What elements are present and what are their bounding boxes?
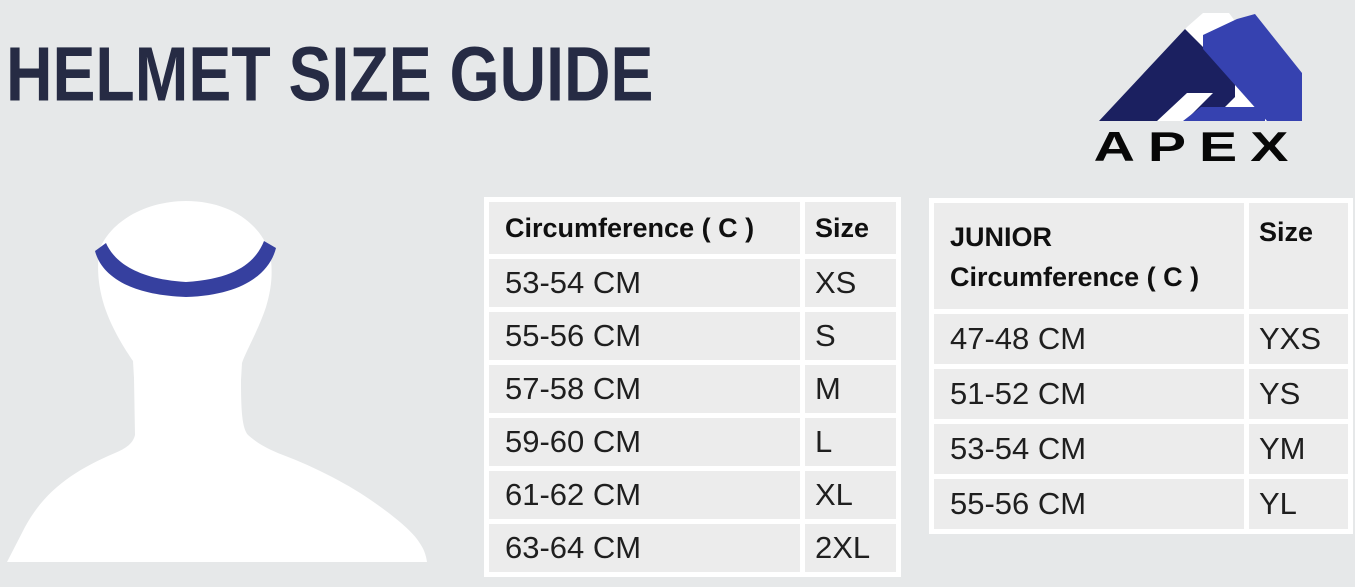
apex-triangle-icon — [1095, 13, 1305, 125]
size-cell: 2XL — [805, 524, 896, 572]
table-row — [934, 314, 1348, 364]
circumference-cell: 61-62 CM — [489, 471, 800, 519]
junior-header-line1: JUNIOR — [950, 222, 1053, 252]
size-cell: M — [805, 365, 896, 413]
table-row — [489, 471, 896, 519]
adult-size-header: Size — [805, 202, 896, 254]
table-row — [934, 424, 1348, 474]
apex-wordmark: APEX — [1093, 124, 1302, 171]
size-cell: XL — [805, 471, 896, 519]
circumference-cell: 51-52 CM — [934, 369, 1244, 419]
adult-circumference-header: Circumference ( C ) — [489, 202, 800, 254]
head-silhouette-illustration — [5, 185, 465, 587]
junior-circumference-header — [934, 203, 1244, 309]
page-title: HELMET SIZE GUIDE — [6, 30, 654, 118]
size-cell: YL — [1249, 479, 1348, 529]
junior-size-header: Size — [1249, 203, 1348, 309]
size-cell: S — [805, 312, 896, 360]
circumference-cell: 53-54 CM — [934, 424, 1244, 474]
table-row — [489, 259, 896, 307]
table-row — [489, 365, 896, 413]
size-cell: YM — [1249, 424, 1348, 474]
circumference-cell: 47-48 CM — [934, 314, 1244, 364]
circumference-cell: 57-58 CM — [489, 365, 800, 413]
size-cell: YS — [1249, 369, 1348, 419]
circumference-cell: 55-56 CM — [489, 312, 800, 360]
circumference-cell: 63-64 CM — [489, 524, 800, 572]
circumference-cell: 55-56 CM — [934, 479, 1244, 529]
table-row — [489, 524, 896, 572]
head-silhouette — [7, 201, 427, 562]
table-header-row — [489, 202, 896, 254]
size-cell: XS — [805, 259, 896, 307]
table-row — [934, 369, 1348, 419]
table-row — [489, 312, 896, 360]
table-row — [934, 479, 1348, 529]
table-header-row — [934, 203, 1348, 309]
table-row — [489, 418, 896, 466]
circumference-cell: 59-60 CM — [489, 418, 800, 466]
size-cell: L — [805, 418, 896, 466]
size-cell: YXS — [1249, 314, 1348, 364]
circumference-cell: 53-54 CM — [489, 259, 800, 307]
junior-header-line2: Circumference ( C ) — [950, 262, 1200, 292]
adult-size-table — [484, 197, 901, 577]
junior-size-table — [929, 198, 1353, 534]
